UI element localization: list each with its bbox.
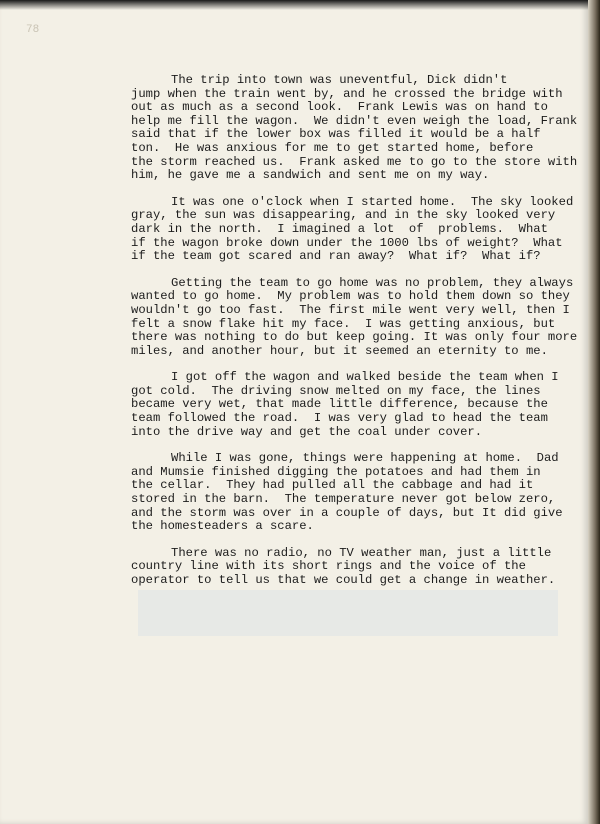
text-line: if the wagon broke down under the 1000 lbs of weight? What xyxy=(131,235,563,250)
text-line: the storm reached us. Frank asked me to go to the store with xyxy=(131,154,578,169)
scan-top-edge xyxy=(0,0,588,10)
paragraph-3 xyxy=(131,275,578,359)
text-line: into the drive way and get the coal under cover. xyxy=(131,424,483,439)
text-line: there was nothing to do but keep going. It was only four more xyxy=(131,330,578,345)
text-line: dark in the north. I imagined a lot of problems. What xyxy=(131,221,548,236)
text-line: got cold. The driving snow melted on my face, the lines xyxy=(131,383,541,398)
text-line: and Mumsie finished digging the potatoes and had them in xyxy=(131,464,541,479)
paragraph-5 xyxy=(131,452,571,534)
text-line: the homesteaders a scare. xyxy=(131,519,314,534)
text-line: the cellar. They had pulled all the cabbage and had it xyxy=(131,478,534,493)
text-line: operator to tell us that we could get a change in weather. xyxy=(131,573,556,587)
text-line: miles, and another hour, but it seemed an eternity to me. xyxy=(131,343,548,358)
text-line: country line with its short rings and the voice of the xyxy=(131,559,526,574)
text-line: out as much as a second look. Frank Lewis was on hand to xyxy=(131,100,548,115)
text-line: and the storm was over in a couple of days, but It did give xyxy=(131,505,563,520)
text-line: The trip into town was uneventful, Dick didn't xyxy=(171,73,508,87)
page-number: 78 xyxy=(26,24,40,36)
text-line: help me fill the wagon. We didn't even weigh the load, Frank xyxy=(131,113,578,128)
text-line: jump when the train went by, and he crossed the bridge with xyxy=(131,86,563,101)
paragraph-1 xyxy=(131,73,578,183)
text-line: stored in the barn. The temperature never got below zero, xyxy=(131,492,556,507)
text-line: wanted to go home. My problem was to hold them down so they xyxy=(131,289,570,304)
paragraph-2 xyxy=(131,194,574,264)
text-line: team followed the road. I was very glad to head the team xyxy=(131,411,548,426)
text-line: Getting the team to go home was no problem, they always xyxy=(171,275,574,290)
text-line: ton. He was anxious for me to get started home, before xyxy=(131,140,534,155)
body-text xyxy=(131,73,578,601)
text-line: said that if the lower box was filled it would be a half xyxy=(131,127,541,142)
text-line: gray, the sun was disappearing, and in the sky looked very xyxy=(131,208,556,223)
book-binding xyxy=(588,0,600,824)
text-line: I got off the wagon and walked beside the team when I xyxy=(171,370,559,385)
text-line: It was one o'clock when I started home. The sky looked xyxy=(171,194,574,209)
text-line: There was no radio, no TV weather man, just a little xyxy=(171,545,552,560)
paragraph-6 xyxy=(131,547,571,588)
text-line: became very wet, that made little difference, because the xyxy=(131,397,548,412)
paragraph-4 xyxy=(131,371,571,439)
text-line: felt a snow flake hit my face. I was getting anxious, but xyxy=(131,316,556,331)
text-line: While I was gone, things were happening at home. Dad xyxy=(171,451,559,466)
text-line: if the team got scared and ran away? What if? What if? xyxy=(131,249,541,264)
text-line: him, he gave me a sandwich and sent me on my way. xyxy=(131,168,490,183)
text-line: wouldn't go too fast. The first mile went very well, then I xyxy=(131,302,570,317)
